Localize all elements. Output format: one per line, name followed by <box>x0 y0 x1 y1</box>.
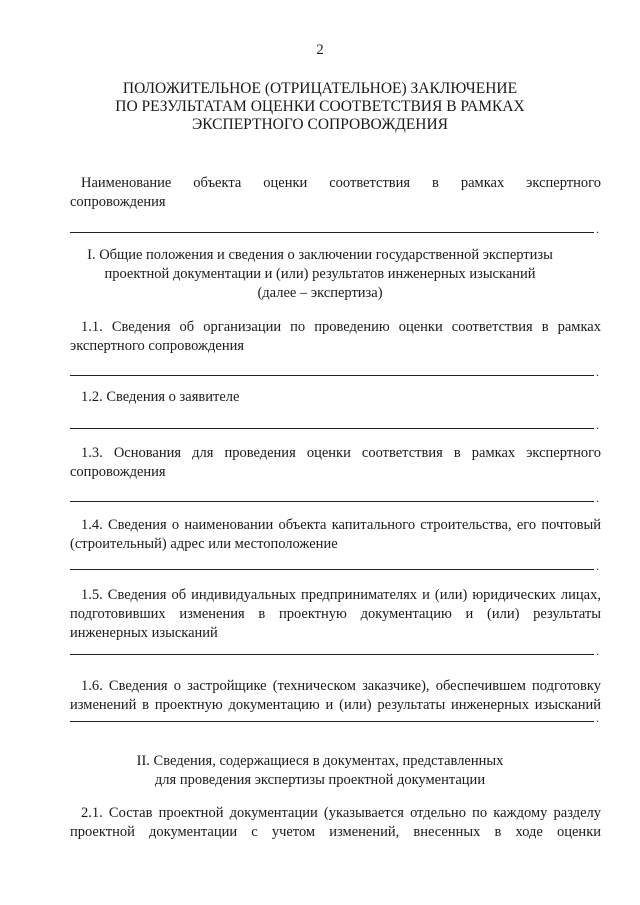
item-1-6: 1.6. Сведения о застройщике (техническом заказчике), обеспечившем подготовку изменений в проектную документацию и (или) результаты инженерных изысканий <box>70 678 601 713</box>
line-end-mark: . <box>596 559 599 573</box>
item-2-1: 2.1. Состав проектной документации (указывается отдельно по каждому разделу проектной документации с учетом изменений, внесенных в ходе оценки <box>70 805 601 840</box>
line-end-mark: . <box>596 418 599 432</box>
fill-line-1-4[interactable] <box>70 569 594 570</box>
title-line: ПО РЕЗУЛЬТАТАМ ОЦЕНКИ СООТВЕТСТВИЯ В РАМКАХ <box>115 98 525 115</box>
fill-line-1-3[interactable] <box>70 501 594 502</box>
item-1-4: 1.4. Сведения о наименовании объекта капитального строительства, его почтовый (строительный) адрес или местоположение <box>70 517 601 552</box>
section-2-heading: II. Сведения, содержащиеся в документах, представленных для проведения экспертизы проектной документации <box>136 753 504 788</box>
fill-line-1-6[interactable] <box>70 721 594 722</box>
item-1-1: 1.1. Сведения об организации по проведению оценки соответствия в рамках экспертного сопровождения <box>70 319 601 354</box>
fill-line-object-name[interactable] <box>70 232 594 233</box>
object-name-line: Наименование объекта оценки соответствия в рамках экспертного <box>81 175 601 191</box>
line-end-mark: . <box>596 491 599 505</box>
line-end-mark: . <box>596 644 599 658</box>
item-1-5: 1.5. Сведения об индивидуальных предпринимателях и (или) юридических лицах, подготовивших изменения в проектную документацию и (или) результаты инженерных изысканий <box>70 587 601 641</box>
fill-line-1-2[interactable] <box>70 428 594 429</box>
fill-line-1-1[interactable] <box>70 375 594 376</box>
page-number: 2 <box>316 42 324 58</box>
section-1-heading: I. Общие положения и сведения о заключении государственной экспертизы проектной документации и (или) результатов инженерных изысканий (далее – экспертиза) <box>87 247 553 301</box>
document-title <box>60 80 580 134</box>
title-line: ЭКСПЕРТНОГО СОПРОВОЖДЕНИЯ <box>191 116 449 133</box>
line-end-mark: . <box>596 222 599 236</box>
title-line: ПОЛОЖИТЕЛЬНОЕ (ОТРИЦАТЕЛЬНОЕ) ЗАКЛЮЧЕНИЕ <box>122 80 518 97</box>
item-1-2: 1.2. Сведения о заявителе <box>81 389 240 405</box>
item-1-3: 1.3. Основания для проведения оценки соответствия в рамках экспертного сопровождения <box>70 445 601 480</box>
fill-line-1-5[interactable] <box>70 654 594 655</box>
line-end-mark: . <box>596 711 599 725</box>
line-end-mark: . <box>596 365 599 379</box>
object-name-label: Наименование объекта оценки соответствия в рамках экспертного сопровождения <box>70 175 601 210</box>
